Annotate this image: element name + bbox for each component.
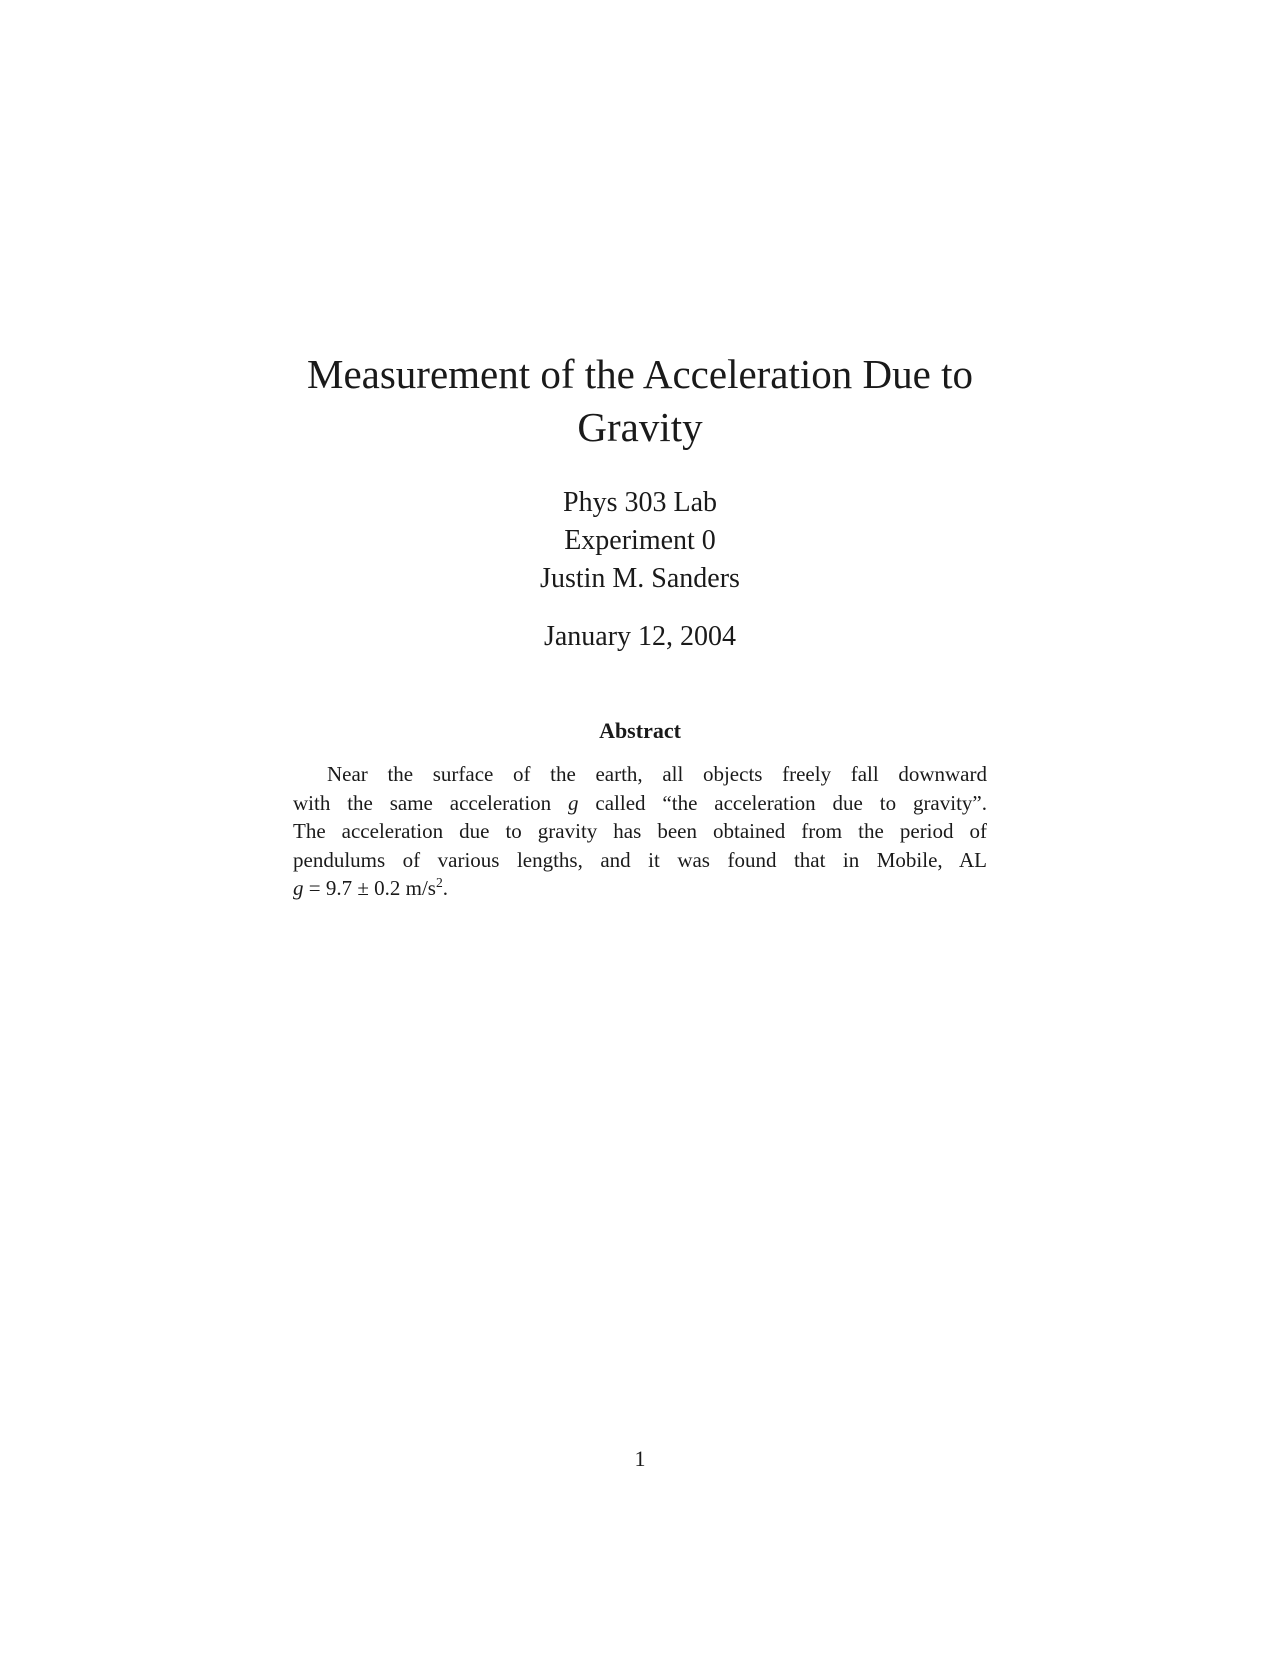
abstract-line-1: Near the surface of the earth, all objects freely fall downward: [327, 762, 987, 786]
title-block: [250, 348, 1030, 656]
abstract-line-2-end: called “the acceleration due to gravity”.: [578, 790, 987, 815]
abstract-heading: Abstract: [599, 718, 681, 743]
author-name: Justin M. Sanders: [540, 563, 740, 594]
author-block: [250, 484, 1030, 598]
abstract-line-4: pendulums of various lengths, and it was found that in Mobile, AL: [293, 847, 987, 872]
abstract-body: [293, 760, 987, 903]
page-number: 1: [634, 1446, 646, 1471]
result-period: .: [442, 876, 449, 900]
variable-g: g: [568, 790, 579, 815]
abstract-line-3: The acceleration due to gravity has been obtained from the period of: [293, 819, 987, 843]
experiment-number: Experiment 0: [564, 525, 716, 556]
document-title-line-2: Gravity: [577, 404, 703, 450]
abstract-line-2-start: with the same acceleration: [293, 790, 569, 815]
course-name: Phys 303 Lab: [563, 487, 717, 518]
abstract-line-5: [293, 874, 987, 903]
result-exponent: 2: [435, 875, 443, 890]
document-title-line-1: Measurement of the Acceleration Due to: [307, 351, 973, 397]
variable-g-result: g: [293, 876, 304, 900]
abstract-line-2: [293, 789, 987, 818]
document-date: January 12, 2004: [543, 621, 737, 652]
result-equation: = 9.7 ± 0.2 m/s: [303, 876, 436, 900]
